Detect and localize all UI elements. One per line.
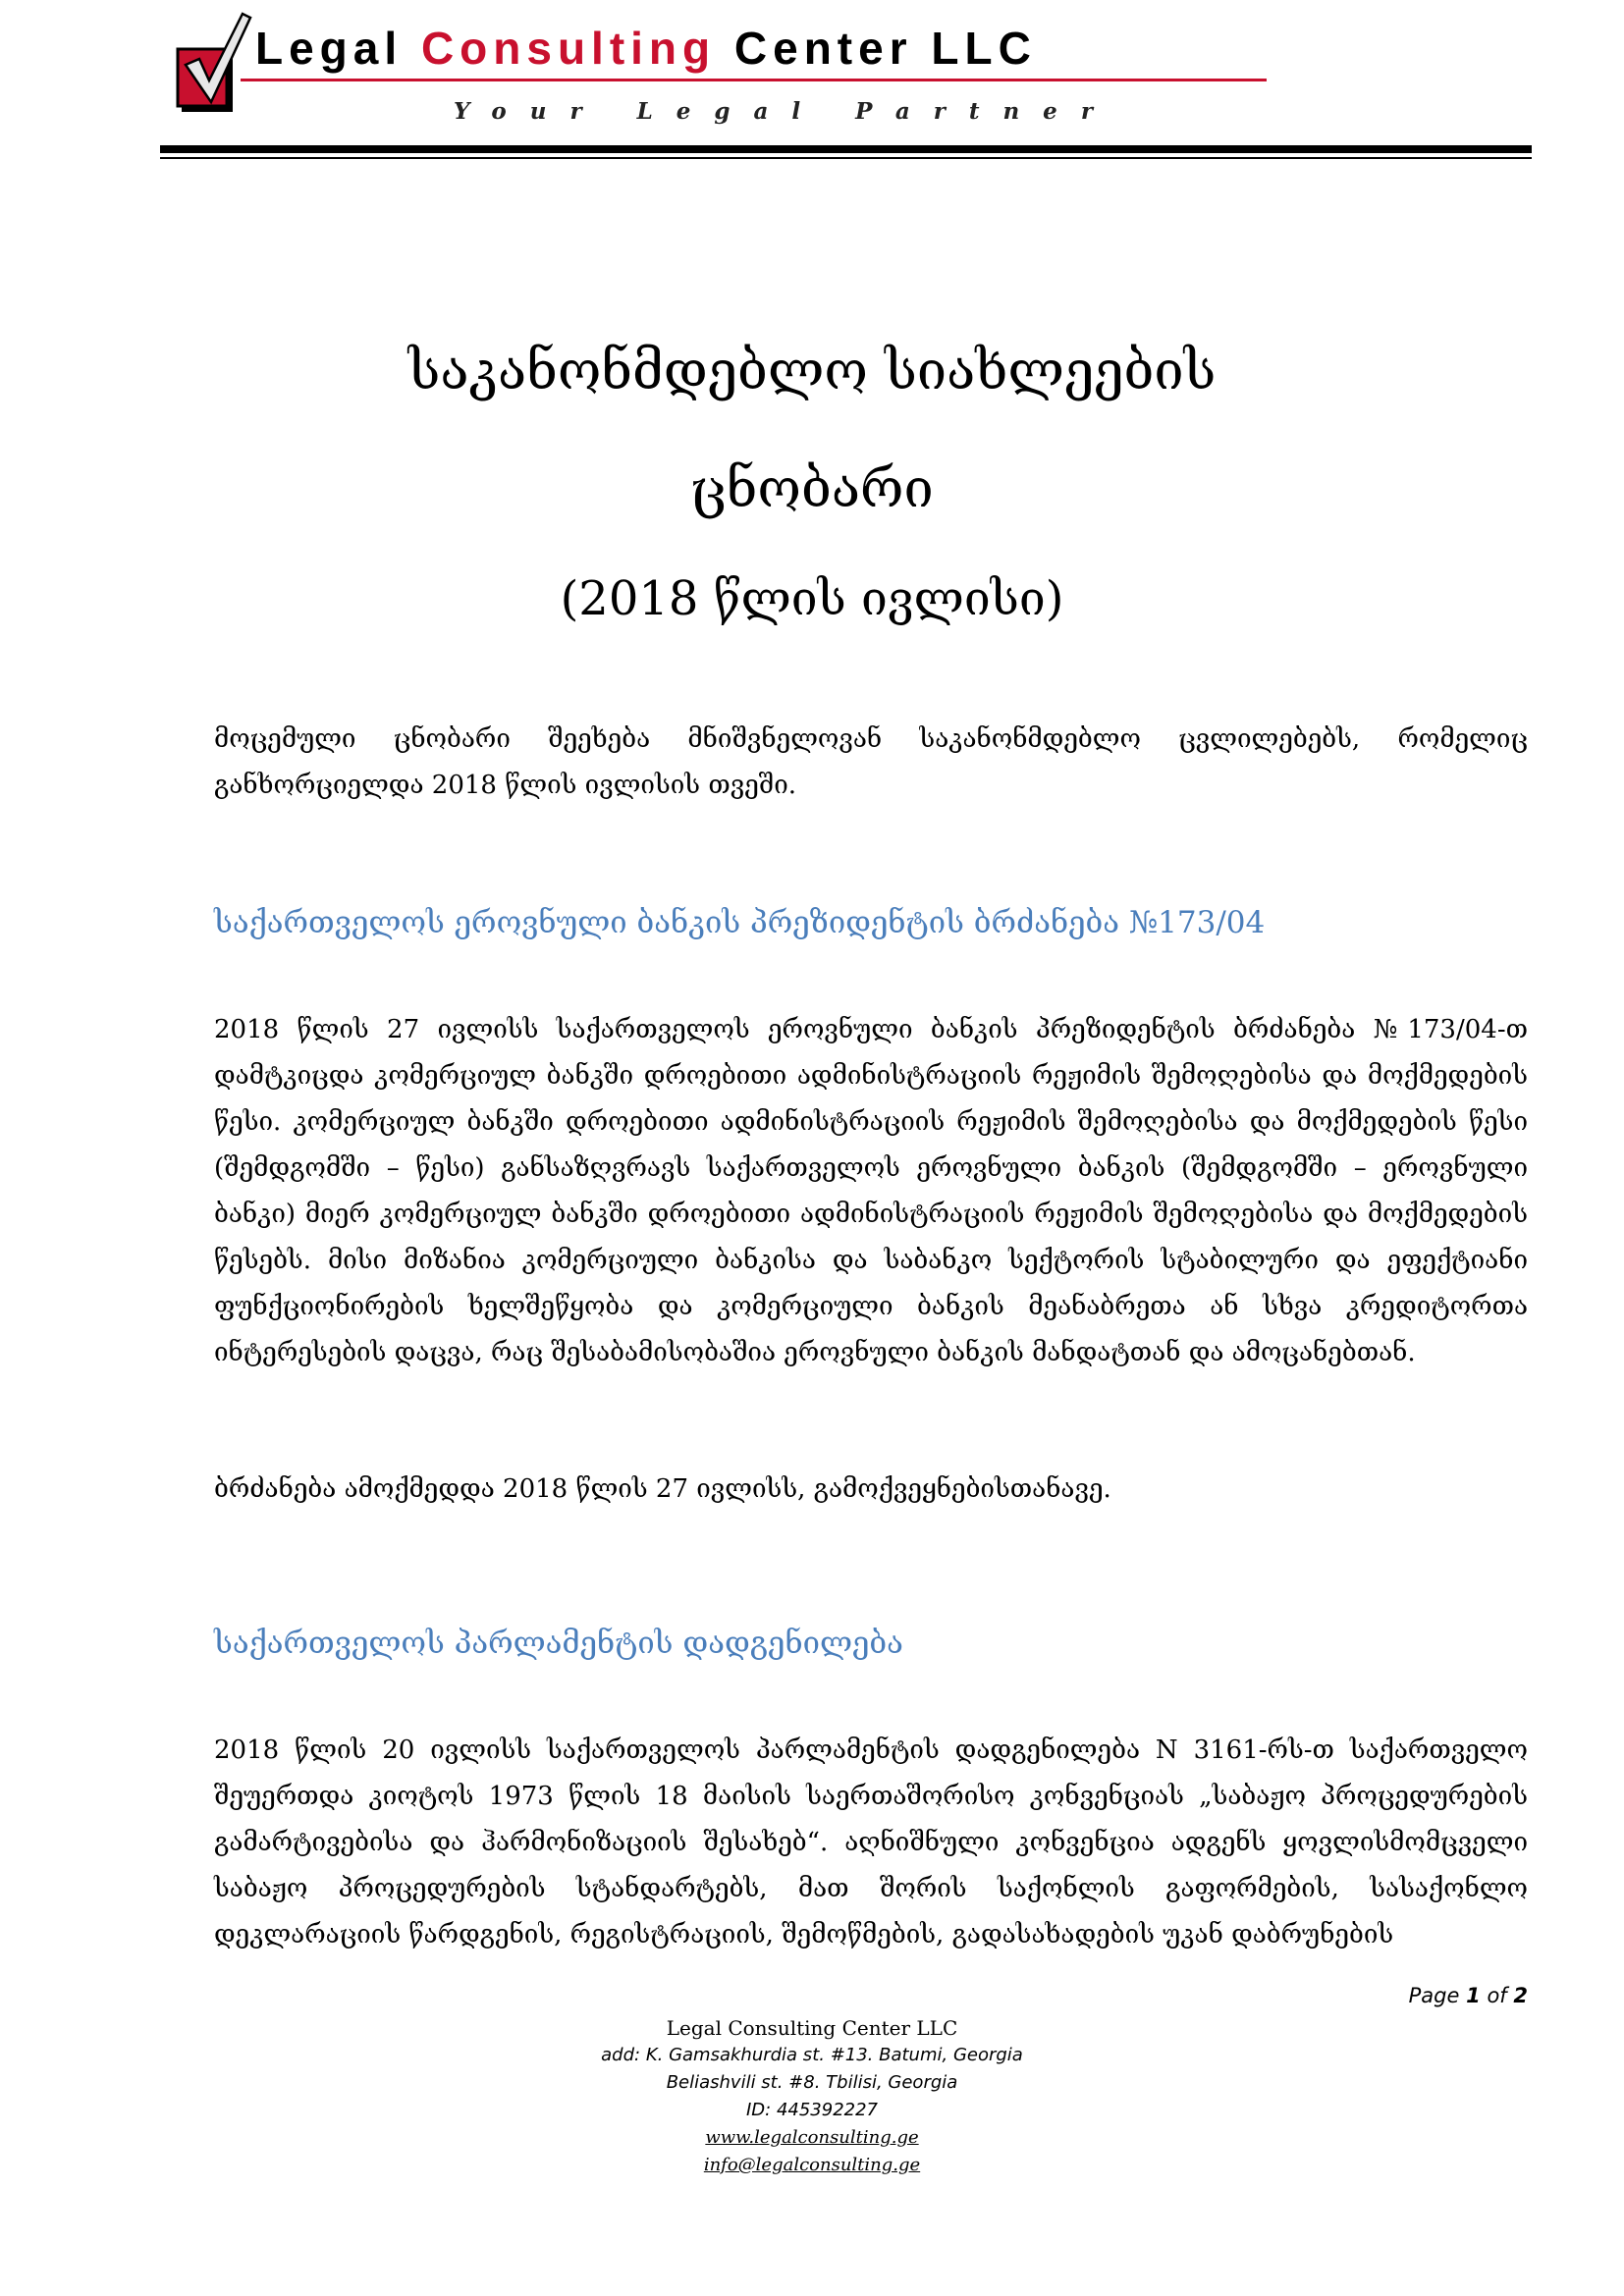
page-prefix: Page xyxy=(1408,1984,1460,2007)
checkmark-logo-icon xyxy=(170,8,258,118)
footer-email-link[interactable]: info@legalconsulting.ge xyxy=(703,2155,921,2175)
document-title: საკანონმდებლო სიახლეების xyxy=(407,340,1217,401)
brand-tagline: Your Legal Partner xyxy=(454,98,1116,125)
header-divider-thick xyxy=(160,145,1532,153)
brand-word-consulting: Consulting xyxy=(420,23,717,74)
section1-paragraph2: ბრძანება ამოქმედდა 2018 წლის 27 ივლისს, გამოქვეყნებისთანავე. xyxy=(214,1474,1111,1504)
document-title-line2: ცნობარი xyxy=(690,457,934,519)
page-of: of xyxy=(1487,1984,1507,2007)
footer-address-batumi: add: K. Gamsakhurdia st. #13. Batumi, Georgia xyxy=(601,2045,1023,2065)
intro-paragraph: მოცემული ცნობარი შეეხება მნიშვნელოვან საკანონმდებლო ცვლილებებს, რომელიც განხორციელდა 2018 წლის ივლისის თვეში. xyxy=(214,724,1528,800)
page-current: 1 xyxy=(1466,1984,1481,2007)
company-brand-name xyxy=(255,23,1037,74)
page-total: 2 xyxy=(1513,1984,1528,2007)
footer-contact-block xyxy=(0,2014,1624,2179)
document-period: (2018 წლის ივლისი) xyxy=(560,571,1064,626)
section-heading-parliament-resolution: საქართველოს პარლამენტის დადგენილება xyxy=(214,1626,903,1661)
footer-website-link[interactable]: www.legalconsulting.ge xyxy=(705,2127,919,2148)
brand-word-center: Center LLC xyxy=(733,23,1037,74)
footer-company-name: Legal Consulting Center LLC xyxy=(666,2016,958,2040)
section-heading-nbg-order: საქართველოს ეროვნული ბანკის პრეზიდენტის ბრძანება №173/04 xyxy=(214,905,1266,940)
footer-address-tbilisi: Beliashvili st. #8. Tbilisi, Georgia xyxy=(666,2072,958,2093)
brand-word-legal: Legal xyxy=(255,23,404,74)
section2-paragraph1: 2018 წლის 20 ივლისს საქართველოს პარლამენტის დადგენილება N 3161-რს-თ საქართველო შეუერთდა კიოტოს 1973 წლის 18 მაისის საერთაშორისო კონვენციას „საბაჟო პროცედურების გამარტივებისა და ჰარმონიზაციის შესახებ“. აღნიშნული კონვენცია ადგენს ყოვლისმომცველი საბაჟო პროცედურების სტანდარტებს, მათ შორის საქონლის გაფორმების, სასაქონლო დეკლარაციის წარდგენის, რეგისტრაციის, შემოწმების, გადასახადების უკან დაბრუნების xyxy=(214,1735,1528,1949)
header-divider-thin xyxy=(160,157,1532,159)
section1-paragraph1: 2018 წლის 27 ივლისს საქართველოს ეროვნული ბანკის პრეზიდენტის ბრძანება №173/04-თ დამტკიცდა კომერციულ ბანკში დროებითი ადმინისტრაციის რეჟიმის შემოღებისა და მოქმედების წესი. კომერციულ ბანკში დროებითი ადმინისტრაციის რეჟიმის შემოღებისა და მოქმედების წესი (შემდგომში – წესი) განსაზღვრავს საქართველოს ეროვნული ბანკის (შემდგომში – ეროვნული ბანკი) მიერ კომერციულ ბანკში დროებითი ადმინისტრაციის რეჟიმის შემოღებისა და მოქმედების წესებს. მისი მიზანია კომერციული ბანკისა და საბანკო სექტორის სტაბილური და ეფექტიანი ფუნქციონირების ხელშეწყობა და კომერციული ბანკის მეანაბრეთა ან სხვა კრედიტორთა ინტერესების დაცვა, რაც შესაბამისობაშია ეროვნული ბანკის მანდატთან და ამოცანებთან. xyxy=(214,1015,1528,1367)
brand-underline xyxy=(241,79,1267,81)
footer-company-id: ID: 445392227 xyxy=(745,2100,879,2120)
page-number xyxy=(1409,1984,1528,2007)
